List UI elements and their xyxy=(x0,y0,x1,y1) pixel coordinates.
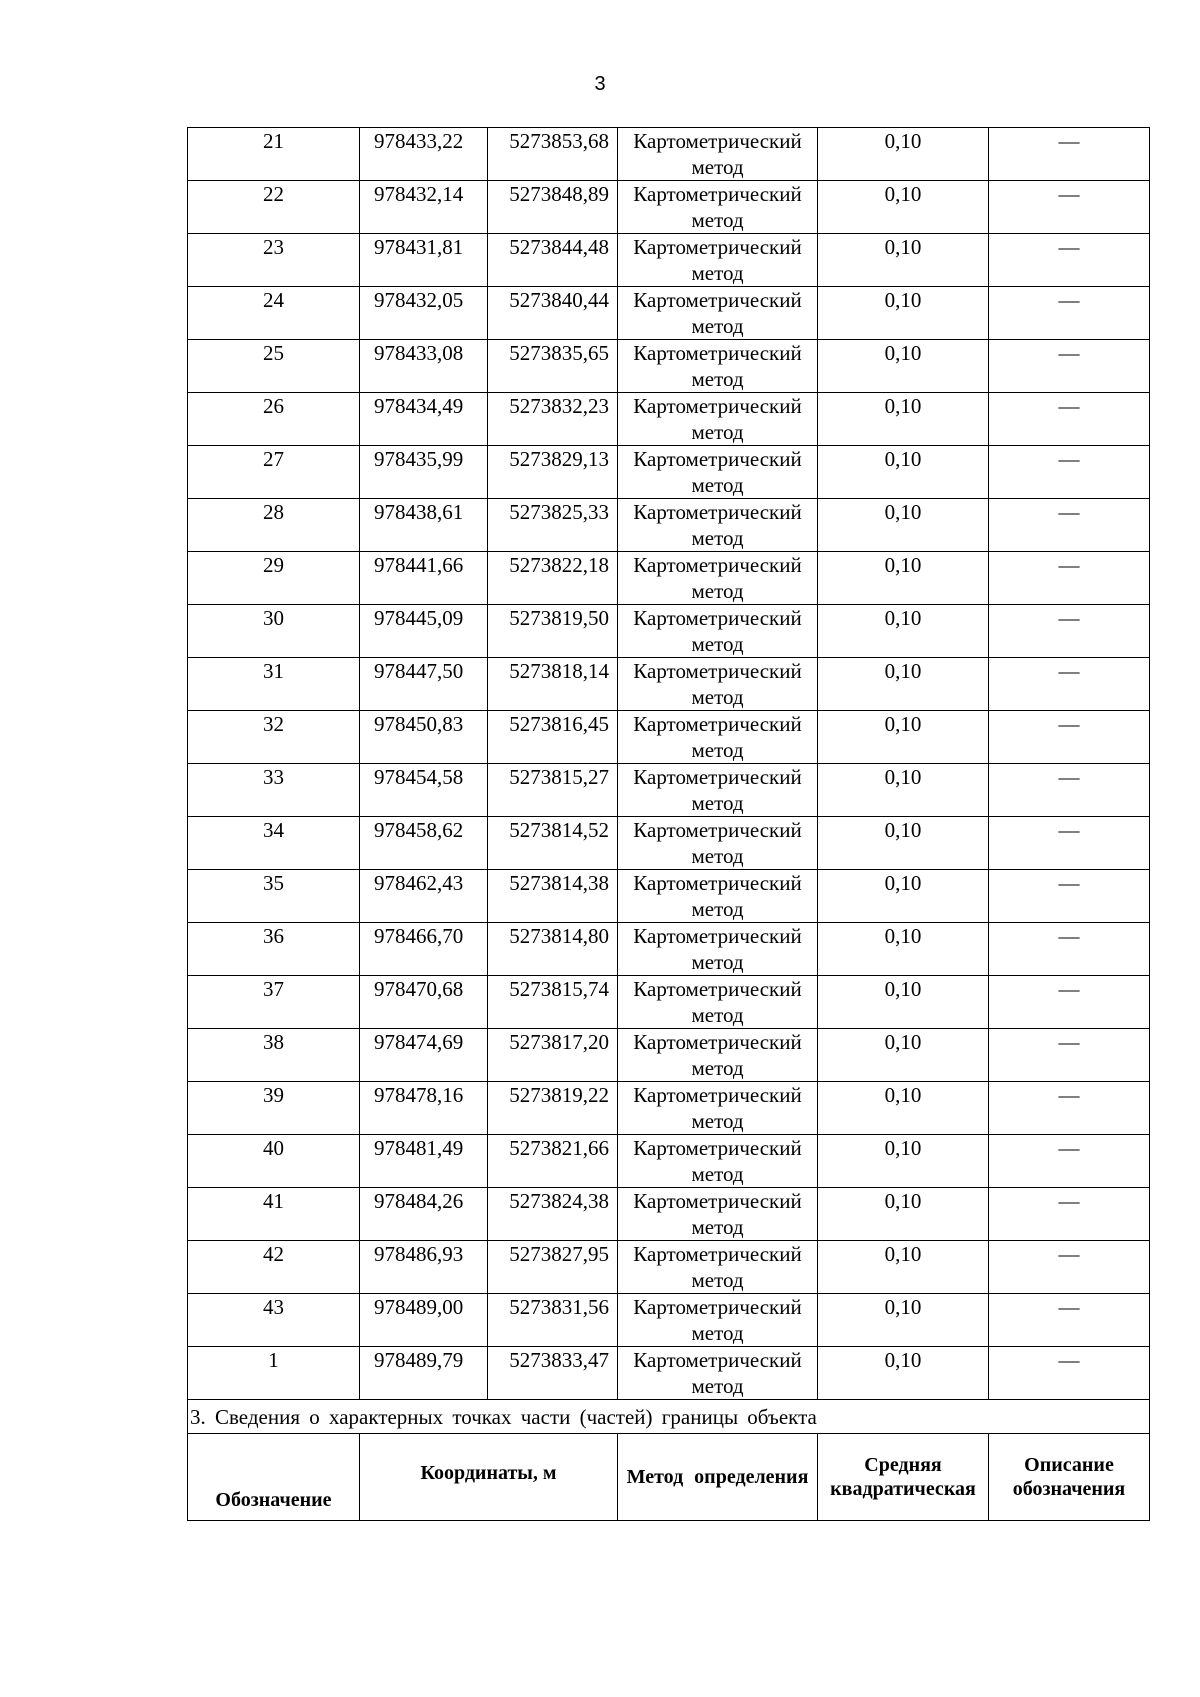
point-number-cell: 37 xyxy=(188,976,360,1029)
point-number-cell: 43 xyxy=(188,1294,360,1347)
method-cell: Картометрический метод xyxy=(618,446,818,499)
coordinate-y-cell: 5273822,18 xyxy=(488,552,618,605)
accuracy-cell: 0,10 xyxy=(818,340,989,393)
description-cell: — xyxy=(989,1347,1150,1400)
accuracy-cell: 0,10 xyxy=(818,128,989,181)
accuracy-cell: 0,10 xyxy=(818,446,989,499)
table-row xyxy=(188,552,1150,605)
table-row xyxy=(188,181,1150,234)
coordinate-y-cell: 5273819,22 xyxy=(488,1082,618,1135)
description-cell: — xyxy=(989,711,1150,764)
coordinate-y-cell: 5273831,56 xyxy=(488,1294,618,1347)
accuracy-cell: 0,10 xyxy=(818,923,989,976)
coordinate-y-cell: 5273818,14 xyxy=(488,658,618,711)
method-cell: Картометрический метод xyxy=(618,234,818,287)
description-cell: — xyxy=(989,287,1150,340)
table-row xyxy=(188,711,1150,764)
coordinate-x-cell: 978435,99 xyxy=(360,446,488,499)
table-row xyxy=(188,764,1150,817)
point-number-cell: 40 xyxy=(188,1135,360,1188)
coordinate-x-cell: 978432,14 xyxy=(360,181,488,234)
method-cell: Картометрический метод xyxy=(618,976,818,1029)
method-cell: Картометрический метод xyxy=(618,340,818,393)
point-number-cell: 35 xyxy=(188,870,360,923)
accuracy-cell: 0,10 xyxy=(818,1294,989,1347)
point-number-cell: 29 xyxy=(188,552,360,605)
point-number-cell: 26 xyxy=(188,393,360,446)
header-row xyxy=(188,1434,1150,1521)
description-cell: — xyxy=(989,1082,1150,1135)
description-cell: — xyxy=(989,234,1150,287)
description-cell: — xyxy=(989,128,1150,181)
accuracy-cell: 0,10 xyxy=(818,605,989,658)
accuracy-cell: 0,10 xyxy=(818,1135,989,1188)
accuracy-cell: 0,10 xyxy=(818,499,989,552)
description-cell: — xyxy=(989,817,1150,870)
method-cell: Картометрический метод xyxy=(618,870,818,923)
header-method: Метод определения xyxy=(618,1434,818,1521)
coordinate-x-cell: 978432,05 xyxy=(360,287,488,340)
coordinate-x-cell: 978458,62 xyxy=(360,817,488,870)
point-number-cell: 36 xyxy=(188,923,360,976)
coordinate-y-cell: 5273814,38 xyxy=(488,870,618,923)
table-row xyxy=(188,393,1150,446)
method-cell: Картометрический метод xyxy=(618,923,818,976)
coordinate-y-cell: 5273835,65 xyxy=(488,340,618,393)
coordinate-x-cell: 978454,58 xyxy=(360,764,488,817)
coordinate-x-cell: 978484,26 xyxy=(360,1188,488,1241)
accuracy-cell: 0,10 xyxy=(818,658,989,711)
coordinate-y-cell: 5273853,68 xyxy=(488,128,618,181)
accuracy-cell: 0,10 xyxy=(818,1082,989,1135)
coordinate-x-cell: 978434,49 xyxy=(360,393,488,446)
coordinate-y-cell: 5273815,27 xyxy=(488,764,618,817)
table-row xyxy=(188,446,1150,499)
point-number-cell: 39 xyxy=(188,1082,360,1135)
coordinate-y-cell: 5273829,13 xyxy=(488,446,618,499)
accuracy-cell: 0,10 xyxy=(818,393,989,446)
description-cell: — xyxy=(989,1241,1150,1294)
coordinate-y-cell: 5273817,20 xyxy=(488,1029,618,1082)
accuracy-cell: 0,10 xyxy=(818,817,989,870)
method-cell: Картометрический метод xyxy=(618,1294,818,1347)
coordinate-x-cell: 978445,09 xyxy=(360,605,488,658)
header-description: Описание обозначения xyxy=(989,1434,1150,1521)
method-cell: Картометрический метод xyxy=(618,287,818,340)
description-cell: — xyxy=(989,393,1150,446)
table-row xyxy=(188,817,1150,870)
table-row xyxy=(188,870,1150,923)
accuracy-cell: 0,10 xyxy=(818,1241,989,1294)
method-cell: Картометрический метод xyxy=(618,1029,818,1082)
accuracy-cell: 0,10 xyxy=(818,287,989,340)
coordinate-y-cell: 5273848,89 xyxy=(488,181,618,234)
description-cell: — xyxy=(989,658,1150,711)
table-row xyxy=(188,1294,1150,1347)
description-cell: — xyxy=(989,870,1150,923)
accuracy-cell: 0,10 xyxy=(818,764,989,817)
point-number-cell: 42 xyxy=(188,1241,360,1294)
boundary-points-table xyxy=(187,127,1150,1521)
point-number-cell: 24 xyxy=(188,287,360,340)
method-cell: Картометрический метод xyxy=(618,764,818,817)
method-cell: Картометрический метод xyxy=(618,817,818,870)
accuracy-cell: 0,10 xyxy=(818,234,989,287)
point-number-cell: 41 xyxy=(188,1188,360,1241)
coordinate-x-cell: 978462,43 xyxy=(360,870,488,923)
table-row xyxy=(188,605,1150,658)
point-number-cell: 32 xyxy=(188,711,360,764)
description-cell: — xyxy=(989,181,1150,234)
table-row xyxy=(188,1241,1150,1294)
accuracy-cell: 0,10 xyxy=(818,552,989,605)
coordinate-y-cell: 5273824,38 xyxy=(488,1188,618,1241)
method-cell: Картометрический метод xyxy=(618,1347,818,1400)
table-row xyxy=(188,923,1150,976)
method-cell: Картометрический метод xyxy=(618,1082,818,1135)
coordinate-x-cell: 978474,69 xyxy=(360,1029,488,1082)
coordinate-x-cell: 978433,08 xyxy=(360,340,488,393)
point-number-cell: 33 xyxy=(188,764,360,817)
coordinate-y-cell: 5273844,48 xyxy=(488,234,618,287)
point-number-cell: 31 xyxy=(188,658,360,711)
table-row xyxy=(188,1188,1150,1241)
description-cell: — xyxy=(989,499,1150,552)
description-cell: — xyxy=(989,446,1150,499)
coordinate-x-cell: 978489,00 xyxy=(360,1294,488,1347)
point-number-cell: 23 xyxy=(188,234,360,287)
coordinate-y-cell: 5273815,74 xyxy=(488,976,618,1029)
table-row xyxy=(188,287,1150,340)
method-cell: Картометрический метод xyxy=(618,605,818,658)
coordinate-y-cell: 5273816,45 xyxy=(488,711,618,764)
description-cell: — xyxy=(989,1135,1150,1188)
header-accuracy: Средняя квадратическая xyxy=(818,1434,989,1521)
header-coordinates: Координаты, м xyxy=(360,1434,618,1521)
description-cell: — xyxy=(989,1294,1150,1347)
description-cell: — xyxy=(989,764,1150,817)
coordinate-y-cell: 5273814,80 xyxy=(488,923,618,976)
description-cell: — xyxy=(989,1029,1150,1082)
description-cell: — xyxy=(989,340,1150,393)
table-row xyxy=(188,658,1150,711)
table-body xyxy=(188,128,1150,1400)
coordinate-x-cell: 978450,83 xyxy=(360,711,488,764)
description-cell: — xyxy=(989,976,1150,1029)
method-cell: Картометрический метод xyxy=(618,1188,818,1241)
coordinate-x-cell: 978441,66 xyxy=(360,552,488,605)
coordinate-x-cell: 978470,68 xyxy=(360,976,488,1029)
point-number-cell: 1 xyxy=(188,1347,360,1400)
coordinate-x-cell: 978489,79 xyxy=(360,1347,488,1400)
coordinate-x-cell: 978438,61 xyxy=(360,499,488,552)
coordinate-y-cell: 5273832,23 xyxy=(488,393,618,446)
method-cell: Картометрический метод xyxy=(618,1135,818,1188)
accuracy-cell: 0,10 xyxy=(818,1188,989,1241)
coordinate-y-cell: 5273814,52 xyxy=(488,817,618,870)
table-row xyxy=(188,340,1150,393)
method-cell: Картометрический метод xyxy=(618,552,818,605)
section-row xyxy=(188,1400,1150,1434)
coordinate-y-cell: 5273825,33 xyxy=(488,499,618,552)
table-row xyxy=(188,1347,1150,1400)
table-row xyxy=(188,499,1150,552)
coordinate-x-cell: 978466,70 xyxy=(360,923,488,976)
coordinate-y-cell: 5273819,50 xyxy=(488,605,618,658)
method-cell: Картометрический метод xyxy=(618,393,818,446)
accuracy-cell: 0,10 xyxy=(818,1029,989,1082)
method-cell: Картометрический метод xyxy=(618,1241,818,1294)
description-cell: — xyxy=(989,552,1150,605)
point-number-cell: 22 xyxy=(188,181,360,234)
point-number-cell: 30 xyxy=(188,605,360,658)
accuracy-cell: 0,10 xyxy=(818,181,989,234)
accuracy-cell: 0,10 xyxy=(818,976,989,1029)
point-number-cell: 38 xyxy=(188,1029,360,1082)
description-cell: — xyxy=(989,605,1150,658)
method-cell: Картометрический метод xyxy=(618,128,818,181)
method-cell: Картометрический метод xyxy=(618,658,818,711)
section-title: 3. Сведения о характерных точках части (частей) границы объекта xyxy=(188,1400,1150,1434)
coordinate-x-cell: 978433,22 xyxy=(360,128,488,181)
accuracy-cell: 0,10 xyxy=(818,711,989,764)
page-number: 3 xyxy=(594,73,606,95)
point-number-cell: 34 xyxy=(188,817,360,870)
coordinate-y-cell: 5273840,44 xyxy=(488,287,618,340)
coordinate-x-cell: 978486,93 xyxy=(360,1241,488,1294)
description-cell: — xyxy=(989,923,1150,976)
point-number-cell: 28 xyxy=(188,499,360,552)
table-row xyxy=(188,128,1150,181)
coordinate-x-cell: 978431,81 xyxy=(360,234,488,287)
table-row xyxy=(188,976,1150,1029)
table-row xyxy=(188,1135,1150,1188)
point-number-cell: 21 xyxy=(188,128,360,181)
coordinate-x-cell: 978478,16 xyxy=(360,1082,488,1135)
accuracy-cell: 0,10 xyxy=(818,870,989,923)
coordinate-x-cell: 978447,50 xyxy=(360,658,488,711)
description-cell: — xyxy=(989,1188,1150,1241)
method-cell: Картометрический метод xyxy=(618,711,818,764)
point-number-cell: 25 xyxy=(188,340,360,393)
point-number-cell: 27 xyxy=(188,446,360,499)
method-cell: Картометрический метод xyxy=(618,499,818,552)
coordinate-y-cell: 5273833,47 xyxy=(488,1347,618,1400)
table-row xyxy=(188,1029,1150,1082)
coordinate-y-cell: 5273827,95 xyxy=(488,1241,618,1294)
accuracy-cell: 0,10 xyxy=(818,1347,989,1400)
method-cell: Картометрический метод xyxy=(618,181,818,234)
coordinate-x-cell: 978481,49 xyxy=(360,1135,488,1188)
header-designation: Обозначение xyxy=(188,1434,360,1521)
coordinate-y-cell: 5273821,66 xyxy=(488,1135,618,1188)
table-row xyxy=(188,1082,1150,1135)
table-row xyxy=(188,234,1150,287)
